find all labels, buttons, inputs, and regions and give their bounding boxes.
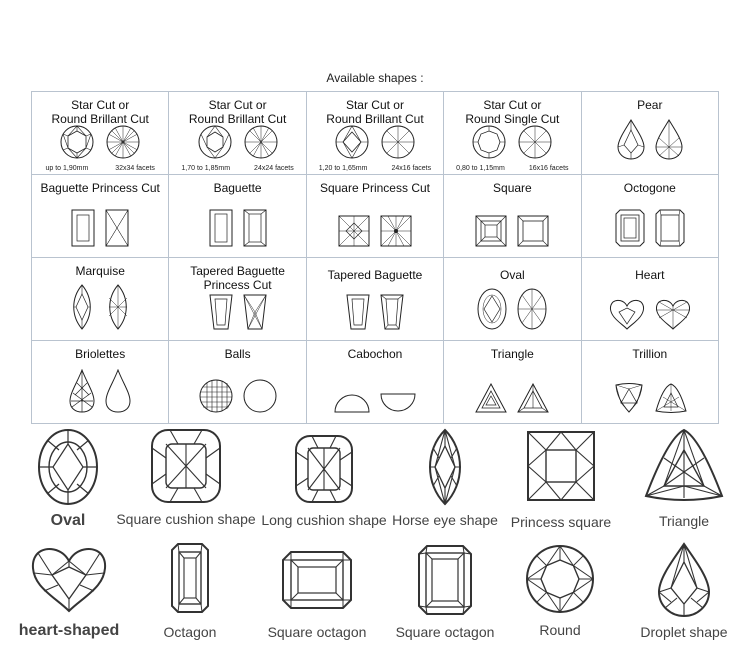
size-range: 0,80 to 1,15mm [456,165,505,172]
cell-trillion [581,341,718,424]
square-step-pavilion-icon [517,215,549,247]
cell-name: Triangle [490,347,534,361]
heart-pavilion-icon [655,298,691,330]
cell-oval [444,258,581,341]
cell-star-cut-1 [32,92,169,175]
facet-count: 16x16 facets [528,165,569,172]
oval-pavilion-icon [517,288,547,330]
pear-pavilion-icon [655,118,683,160]
baguette-princess-pavilion-icon [105,209,129,247]
cell-star-cut-3 [306,92,443,175]
round-brilliant-pavilion-icon [380,124,416,160]
cell-name-line1: Star Cut or [208,98,267,112]
big-shape-square-octagon-1 [262,550,372,640]
cell-heart [581,258,718,341]
big-shape-round [510,544,610,638]
oval-top-icon [477,288,507,330]
cell-name: Marquise [75,264,125,278]
big-shape-square-octagon-2 [390,544,500,640]
facet-count: 32x34 facets [115,165,155,172]
big-shape-label: Princess square [510,514,612,530]
heart-gem-icon [30,545,108,613]
round-gem-icon [525,544,595,614]
big-shape-droplet [632,542,736,640]
heart-top-icon [609,298,645,330]
cell-name-line2: Round Brillant Cut [326,112,424,126]
cell-name-line2: Princess Cut [203,278,272,292]
cell-tapered-baguette [306,258,443,341]
big-shape-label: Triangle [658,513,710,529]
square-octagon-gem-icon [281,550,353,610]
square-princess-top-icon [338,215,370,247]
tapered-baguette-pavilion-icon [380,294,404,330]
smooth-ball-icon [243,379,277,413]
big-shape-heart [10,545,128,640]
cell-name: Tapered Baguette [327,268,423,282]
cell-name-line1: Star Cut or [483,98,542,112]
big-shape-label: Square cushion shape [116,511,256,527]
big-shape-label: Round [539,622,581,638]
size-range: 1,20 to 1,65mm [318,165,368,172]
cell-name: Oval [500,268,525,282]
marquise-top-icon [69,284,95,330]
cell-square-princess [306,175,443,258]
briolette-faceted-icon [69,369,95,413]
marquise-gem-icon [423,428,467,506]
cabochon-side-icon [334,393,370,413]
princess-gem-icon [526,430,596,502]
trillion-pavilion-icon [655,383,687,413]
cell-baguette [169,175,306,258]
cell-name: Pear [637,98,663,112]
cell-name-line2: Round Brillant Cut [188,112,287,126]
long-cushion-gem-icon [294,434,354,504]
octagon-top-icon [615,209,645,247]
trillion-top-icon [613,383,645,413]
big-shape-label: Octagon [163,624,217,640]
square-step-top-icon [475,215,507,247]
big-shape-label: Square octagon [267,624,367,640]
size-range: up to 1,90mm [45,165,89,172]
cell-name: Trillion [632,347,668,361]
big-shape-square-cushion [112,428,260,527]
pear-top-icon [617,118,645,160]
round-single-pavilion-icon [517,124,553,160]
oval-gem-icon [37,428,99,506]
big-shape-octagon [142,542,238,640]
octagon-pavilion-icon [655,209,685,247]
marquise-pavilion-icon [105,284,131,330]
cell-name-line1: Star Cut or [71,98,130,112]
cell-star-cut-4 [444,92,581,175]
cell-name: Balls [224,347,251,361]
big-shape-princess [502,430,620,530]
triangle-step-top-icon [475,383,507,413]
baguette-pavilion-icon [243,209,267,247]
tapered-baguette-top-icon [346,294,370,330]
baguette-top-icon [71,209,95,247]
tapered-baguette-top-icon [209,294,233,330]
shapes-grid [31,91,719,424]
cell-name: Baguette Princess Cut [40,181,160,195]
round-brilliant-top-icon [59,124,95,160]
big-shape-label: Droplet shape [640,624,728,640]
big-shape-label: Long cushion shape [261,512,387,528]
baguette-top-icon [209,209,233,247]
cell-baguette-princess [32,175,169,258]
page-title: Available shapes : [326,71,424,85]
cell-name: Square [493,181,532,195]
tapered-baguette-princess-pavilion-icon [243,294,267,330]
cell-name: Baguette [213,181,262,195]
big-shape-label: heart-shaped [18,622,120,639]
cell-octogone [581,175,718,258]
trillion-gem-icon [644,428,724,504]
cell-triangle [444,341,581,424]
triangle-step-pavilion-icon [517,383,549,413]
cell-star-cut-2 [169,92,306,175]
square-princess-pavilion-icon [380,215,412,247]
cell-name: Briolettes [75,347,126,361]
cell-marquise [32,258,169,341]
big-shape-label: Square octagon [395,624,495,640]
cell-name-line2: Round Brillant Cut [51,112,149,126]
size-range: 1,70 to 1,85mm [181,165,231,172]
octagon-gem-icon [170,542,210,614]
cell-briolettes [32,341,169,424]
big-shape-oval [20,428,116,530]
cell-cabochon [306,341,443,424]
cell-balls [169,341,306,424]
cell-name-line2: Round Single Cut [465,112,560,126]
round-single-top-icon [471,124,507,160]
big-shape-horse-eye [392,428,498,528]
cell-name: Square Princess Cut [319,181,430,195]
square-cushion-gem-icon [150,428,222,504]
round-brilliant-top-icon [334,124,370,160]
cell-name-line1: Tapered Baguette [190,264,285,278]
cabochon-inverted-icon [380,393,416,413]
round-brilliant-pavilion-icon [243,124,279,160]
cell-pear [581,92,718,175]
briolette-smooth-icon [105,369,131,413]
big-shape-label: Horse eye shape [392,512,498,528]
facet-count: 24x24 facets [254,165,294,172]
big-shape-long-cushion [260,434,388,528]
pear-gem-icon [657,542,711,618]
big-shape-triangle [636,428,732,529]
cell-square [444,175,581,258]
emerald-gem-icon [417,544,473,616]
round-brilliant-pavilion-icon [105,124,141,160]
cell-name-line1: Star Cut or [345,98,404,112]
cell-name: Cabochon [347,347,403,361]
cell-name: Heart [635,268,665,282]
cell-tapered-baguette-princess [169,258,306,341]
faceted-ball-icon [199,379,233,413]
cell-name: Octogone [623,181,676,195]
big-shape-label: Oval [50,512,86,529]
round-brilliant-top-icon [197,124,233,160]
facet-count: 24x16 facets [391,165,432,172]
